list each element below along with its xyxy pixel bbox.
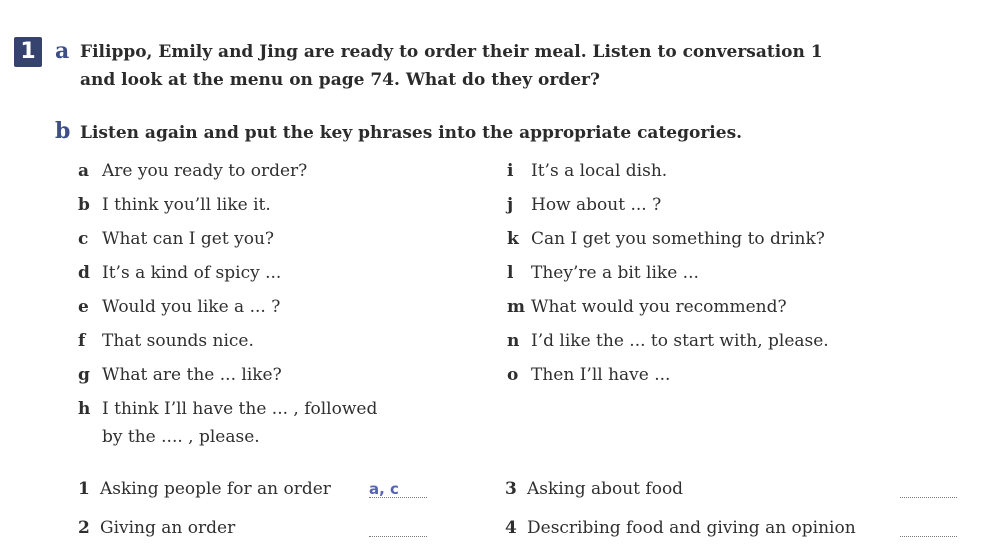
phrase-text: I’d like the ... to start with, please. — [531, 331, 829, 351]
phrase-item — [507, 225, 825, 253]
phrase-letter: c — [78, 229, 89, 249]
phrase-item — [507, 293, 787, 321]
phrase-text: What can I get you? — [102, 229, 275, 249]
phrase-text: It’s a kind of spicy ... — [102, 263, 282, 283]
answer-blank[interactable] — [900, 497, 957, 498]
phrase-item — [78, 327, 254, 355]
phrase-item — [507, 259, 699, 287]
category-text: Describing food and giving an opinion — [527, 518, 856, 538]
phrase-item — [78, 259, 281, 287]
phrase-letter: l — [507, 263, 514, 283]
phrase-item — [78, 191, 271, 219]
answer-blank[interactable] — [900, 536, 957, 537]
phrase-text: Would you like a ... ? — [102, 297, 281, 317]
phrase-letter: k — [507, 229, 519, 249]
phrase-letter: j — [507, 195, 514, 215]
phrase-item — [78, 361, 282, 389]
phrase-text: I think you’ll like it. — [102, 195, 271, 215]
phrase-text: That sounds nice. — [102, 331, 254, 351]
phrase-letter: o — [507, 365, 519, 385]
category-number: 2 — [78, 518, 90, 538]
phrase-text: What would you recommend? — [531, 297, 787, 317]
phrase-item — [507, 361, 670, 389]
phrase-text: Are you ready to order? — [102, 161, 308, 181]
part-a-instruction-line2: and look at the menu on page 74. What do they order? — [80, 70, 600, 90]
phrase-letter: e — [78, 297, 89, 317]
phrase-letter: h — [78, 399, 91, 419]
phrase-letter: m — [507, 297, 525, 317]
category-text: Asking people for an order — [100, 479, 331, 499]
phrase-text: It’s a local dish. — [531, 161, 668, 181]
phrase-text: Then I’ll have ... — [531, 365, 671, 385]
phrase-h-continuation: by the .... , please. — [102, 427, 260, 447]
phrase-item — [507, 157, 667, 185]
category-answer: a, c — [369, 480, 399, 498]
category-number: 3 — [505, 479, 517, 499]
category-text: Asking about food — [527, 479, 684, 499]
phrase-item — [507, 191, 661, 219]
phrase-text: They’re a bit like ... — [531, 263, 699, 283]
phrase-letter: d — [78, 263, 90, 283]
category-item — [78, 475, 331, 503]
category-item — [78, 514, 235, 542]
answer-blank[interactable] — [369, 497, 427, 498]
phrase-letter: n — [507, 331, 520, 351]
exercise-number-badge: 1 — [14, 37, 42, 67]
part-a-letter: a — [55, 38, 70, 64]
part-a-instruction-line1: Filippo, Emily and Jing are ready to order their meal. Listen to conversation 1 — [80, 42, 823, 62]
category-text: Giving an order — [100, 518, 236, 538]
phrase-item — [78, 157, 307, 185]
category-number: 4 — [505, 518, 517, 538]
part-b-instruction: Listen again and put the key phrases into the appropriate categories. — [80, 123, 743, 143]
phrase-letter: a — [78, 161, 90, 181]
phrase-item — [78, 225, 274, 253]
phrase-text: Can I get you something to drink? — [531, 229, 825, 249]
part-b-letter: b — [55, 118, 71, 144]
answer-blank[interactable] — [369, 536, 427, 537]
phrase-item — [78, 293, 280, 321]
phrase-text: I think I’ll have the ... , followed — [102, 399, 378, 419]
phrase-letter: b — [78, 195, 90, 215]
phrase-letter: i — [507, 161, 514, 181]
phrase-letter: f — [78, 331, 86, 351]
phrase-text: How about ... ? — [531, 195, 662, 215]
phrase-text: What are the ... like? — [102, 365, 282, 385]
category-number: 1 — [78, 479, 90, 499]
phrase-item — [78, 395, 377, 423]
category-item — [505, 475, 683, 503]
phrase-letter: g — [78, 365, 90, 385]
category-item — [505, 514, 856, 542]
phrase-item — [507, 327, 829, 355]
